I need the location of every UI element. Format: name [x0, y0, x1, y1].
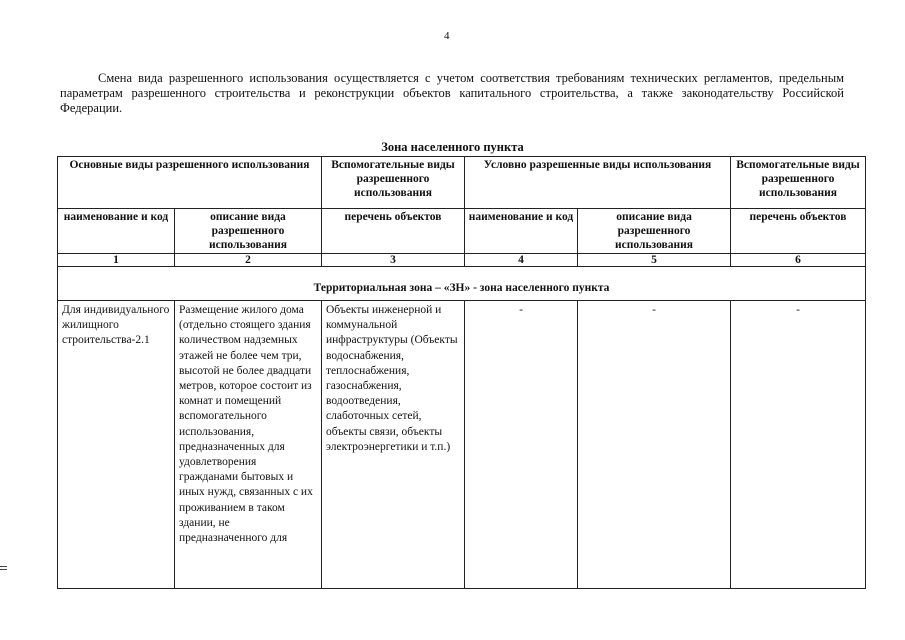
column-number: 2 — [175, 254, 322, 267]
territorial-zone-label: Территориальная зона – «ЗН» - зона населенного пункта — [58, 267, 866, 301]
cond-description: - — [578, 301, 731, 589]
sub-header-row — [58, 209, 866, 254]
subheader-objects-list: перечень объектов — [322, 209, 465, 254]
cond-name-code: - — [465, 301, 578, 589]
header-conditional-uses: Условно разрешенные виды использования — [465, 157, 731, 209]
header-conditional-aux-uses: Вспомогательные виды разрешенного использования — [731, 157, 866, 209]
group-header-row — [58, 157, 866, 209]
column-number-row — [58, 254, 866, 267]
intro-paragraph: Смена вида разрешенного использования осуществляется с учетом соответствия требованиям технических регламентов, предельным параметрам разрешенного строительства и реконструкции объектов капитального строительства, а также законодательству Российской Федерации. — [60, 71, 844, 115]
subheader-cond-objects-list: перечень объектов — [731, 209, 866, 254]
territorial-zone-row — [58, 267, 866, 301]
column-number: 4 — [465, 254, 578, 267]
column-number: 6 — [731, 254, 866, 267]
subheader-name-code: наименование и код — [58, 209, 175, 254]
land-use-table — [57, 156, 866, 589]
page-number: 4 — [444, 30, 450, 42]
table-row — [58, 301, 866, 589]
header-aux-uses: Вспомогательные виды разрешенного использования — [322, 157, 465, 209]
subheader-cond-description: описание вида разрешенного использования — [578, 209, 731, 254]
column-number: 1 — [58, 254, 175, 267]
subheader-cond-name-code: наименование и код — [465, 209, 578, 254]
use-description: Размещение жилого дома (отдельно стоящего здания количеством надземных этажей не более чем три, высотой не более двадцати метров, которое состоит из комнат и помещений вспомогательного использования, предназначенных для удовлетворения гражданами бытовых и иных нужд, связанных с их проживанием в таком здании, не предназначенного для — [175, 301, 322, 589]
zone-title: Зона населенного пункта — [381, 140, 524, 154]
column-number: 3 — [322, 254, 465, 267]
cond-aux-objects: - — [731, 301, 866, 589]
use-name-code: Для индивидуального жилищного строительства-2.1 — [58, 301, 175, 589]
scan-edge-mark — [0, 566, 7, 567]
aux-objects-list: Объекты инженерной и коммунальной инфраструктуры (Объекты водоснабжения, теплоснабжения, газоснабжения, водоотведения, слаботочных сетей, объекты связи, объекты электроэнергетики и т.п.) — [322, 301, 465, 589]
subheader-description: описание вида разрешенного использования — [175, 209, 322, 254]
column-number: 5 — [578, 254, 731, 267]
header-main-uses: Основные виды разрешенного использования — [58, 157, 322, 209]
